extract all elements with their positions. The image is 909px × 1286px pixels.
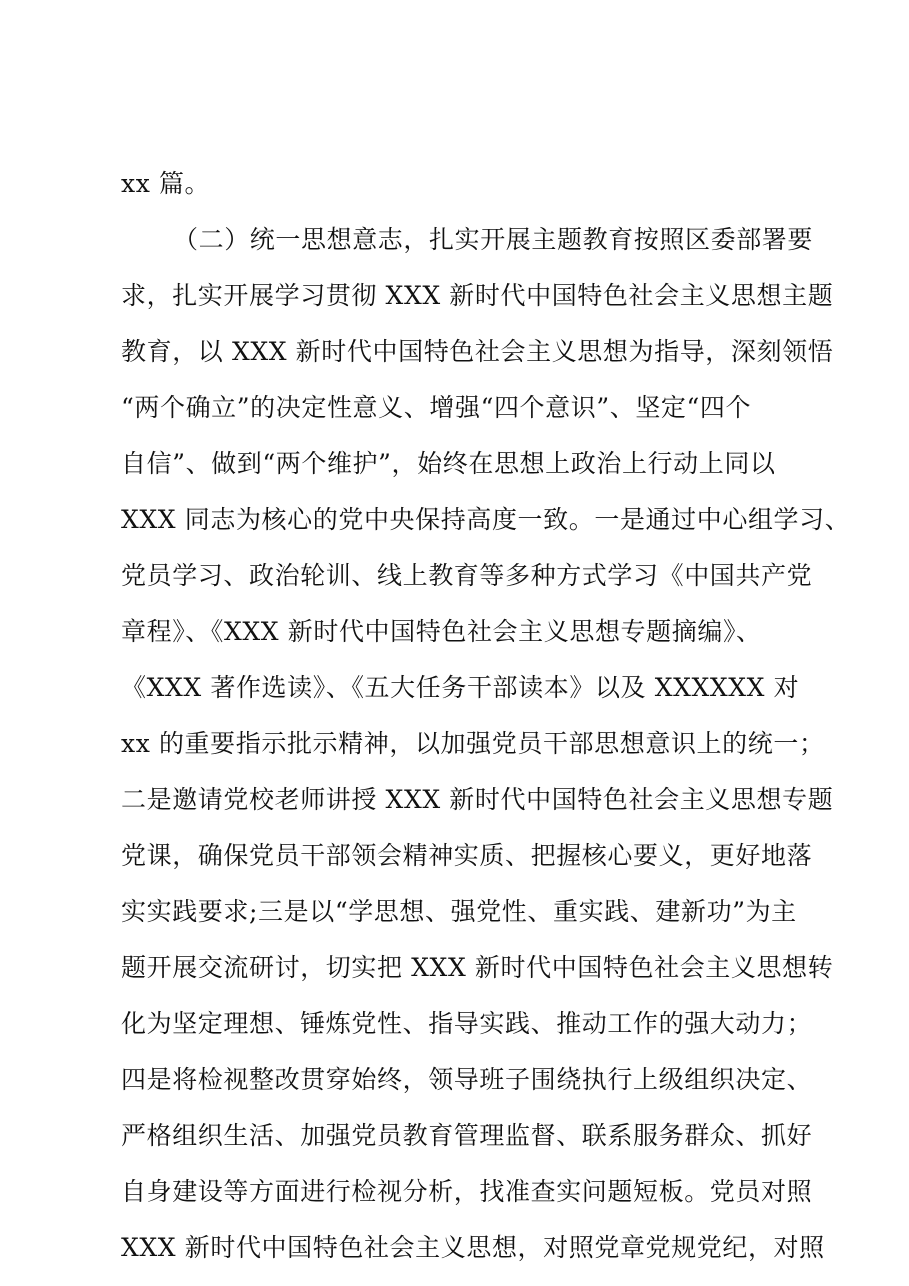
text-line: 化为坚定理想、锤炼党性、指导实践、推动工作的强大动力；	[121, 1009, 813, 1038]
text-line: 求，扎实开展学习贯彻 XXX 新时代中国特色社会主义思想主题	[121, 281, 834, 310]
text-line: 严格组织生活、加强党员教育管理监督、联系服务群众、抓好	[121, 1121, 813, 1150]
text-line: 教育，以 XXX 新时代中国特色社会主义思想为指导，深刻领悟	[121, 337, 834, 366]
text-line: xx 的重要指示批示精神，以加强党员干部思想意识上的统一；	[121, 729, 825, 758]
text-line: 自信”、做到“两个维护”，始终在思想上政治上行动上同以	[121, 449, 776, 478]
text-line: 党课，确保党员干部领会精神实质、把握核心要义，更好地落	[121, 841, 813, 870]
text-line: XXX 同志为核心的党中央保持高度一致。一是通过中心组学习、	[121, 505, 851, 534]
text-line: 《XXX 著作选读》、《五大任务干部读本》以及 XXXXXX 对	[121, 673, 800, 702]
text-line: 党员学习、政治轮训、线上教育等多种方式学习《中国共产党	[121, 561, 813, 590]
text-line: xx 篇。	[121, 169, 211, 198]
text-line: 实实践要求;三是以“学思想、强党性、重实践、建新功”为主	[121, 897, 797, 926]
text-line: “两个确立”的决定性意义、增强“四个意识”、坚定“四个	[121, 393, 752, 422]
text-line: 章程》、《XXX 新时代中国特色社会主义思想专题摘编》、	[121, 617, 762, 646]
text-line: XXX 新时代中国特色社会主义思想，对照党章党规党纪，对照	[121, 1233, 825, 1262]
text-line: 题开展交流研讨，切实把 XXX 新时代中国特色社会主义思想转	[121, 953, 834, 982]
text-line: 自身建设等方面进行检视分析，找准查实问题短板。党员对照	[121, 1177, 813, 1206]
text-line: 二是邀请党校老师讲授 XXX 新时代中国特色社会主义思想专题	[121, 785, 834, 814]
text-line: 四是将检视整改贯穿始终，领导班子围绕执行上级组织决定、	[121, 1065, 813, 1094]
paragraph-heading-line: （二）统一思想意志，扎实开展主题教育按照区委部署要	[173, 225, 814, 254]
